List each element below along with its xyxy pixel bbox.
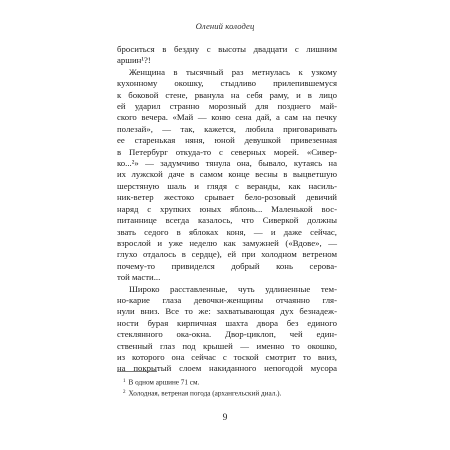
body-text (117, 44, 337, 375)
text-line: ко...²» — задумчиво тянула она, бывало, кутаясь на (117, 158, 337, 169)
footnote-number: 2 (123, 390, 126, 396)
text-line: броситься в бездну с высоты двадцати с лишним (117, 44, 337, 54)
text-line: полезай», — так, кажется, любила приговаривать (117, 123, 337, 134)
page-number: 9 (222, 413, 228, 423)
text-line: ник-ветер жестоко срывает бело-розовый девичий (117, 192, 337, 203)
text-line: почему-то привиделся добрый конь серова- (117, 260, 337, 271)
text-line: ей ударил странно морозный для позднего май- (117, 101, 337, 112)
text-line: ского вечера. «Май — коню сена дай, а сам на печку (117, 112, 337, 123)
text-line: кухонному окошку, стыдливо прилепившемуся (117, 78, 337, 89)
text-line: аршин¹?! (117, 55, 151, 66)
text-line: ности бурая кирпичная шахта двора без единого (117, 317, 337, 328)
text-line: на покрытый слоем накиданного непогодой мусора (117, 363, 337, 374)
footnote-2 (117, 388, 342, 399)
footnotes (117, 377, 342, 400)
text-line: в Петербург откуда-то с северных морей. «Сивер- (117, 146, 337, 157)
text-line: той масти... (117, 272, 161, 283)
text-line: к боковой стене, рванула на себя раму, и в лицо (117, 89, 337, 100)
footnote-rule (117, 371, 157, 372)
text-line: ственный глаз под крышей — именно то окошко, (117, 340, 337, 351)
text-line: ее старенькая няня, юной девушкой привезенная (117, 135, 337, 146)
text-line: Широко расставленные, чуть удлиненные тем- (129, 283, 337, 294)
text-line: звать седого в яблоках коня, — и даже сейчас, (117, 226, 337, 237)
text-line: из которого она сейчас с тоской смотрит то вниз, (117, 351, 337, 362)
text-line: шерстяную шаль и глядя с веранды, как насиль- (117, 180, 337, 191)
text-line: их лужской даче в самом конце весны в выцветшую (117, 169, 337, 180)
footnote-number: 1 (123, 379, 126, 384)
footnote-text: В одном аршине 71 см. (128, 378, 200, 387)
text-line: стеклянного ока-окна. Двор-циклоп, чей един- (117, 329, 337, 340)
text-line: глухо отдалось в сердце), ей при холодном ветреном (117, 249, 337, 260)
footnote-1 (117, 377, 342, 388)
text-line: наряд с хрупких юных яблонь... Маленькой вос- (117, 203, 337, 214)
footnote-text: Холодная, ветреная погода (архангельский диал.). (128, 389, 282, 398)
text-line: но-карие глаза девочки-женщины отчаянно гля- (117, 294, 337, 305)
text-line: питаннице всегда казалось, что Сиверкой должны (117, 215, 337, 226)
text-line: нули вниз. Все то же: захватывающая дух безнадеж- (117, 306, 337, 317)
text-line: взрослой и уже неделю как замужней («Вдове», — (117, 237, 337, 248)
running-head: Олений колодец (195, 21, 255, 31)
text-line: Женщина в тысячный раз метнулась к узкому (129, 66, 337, 77)
